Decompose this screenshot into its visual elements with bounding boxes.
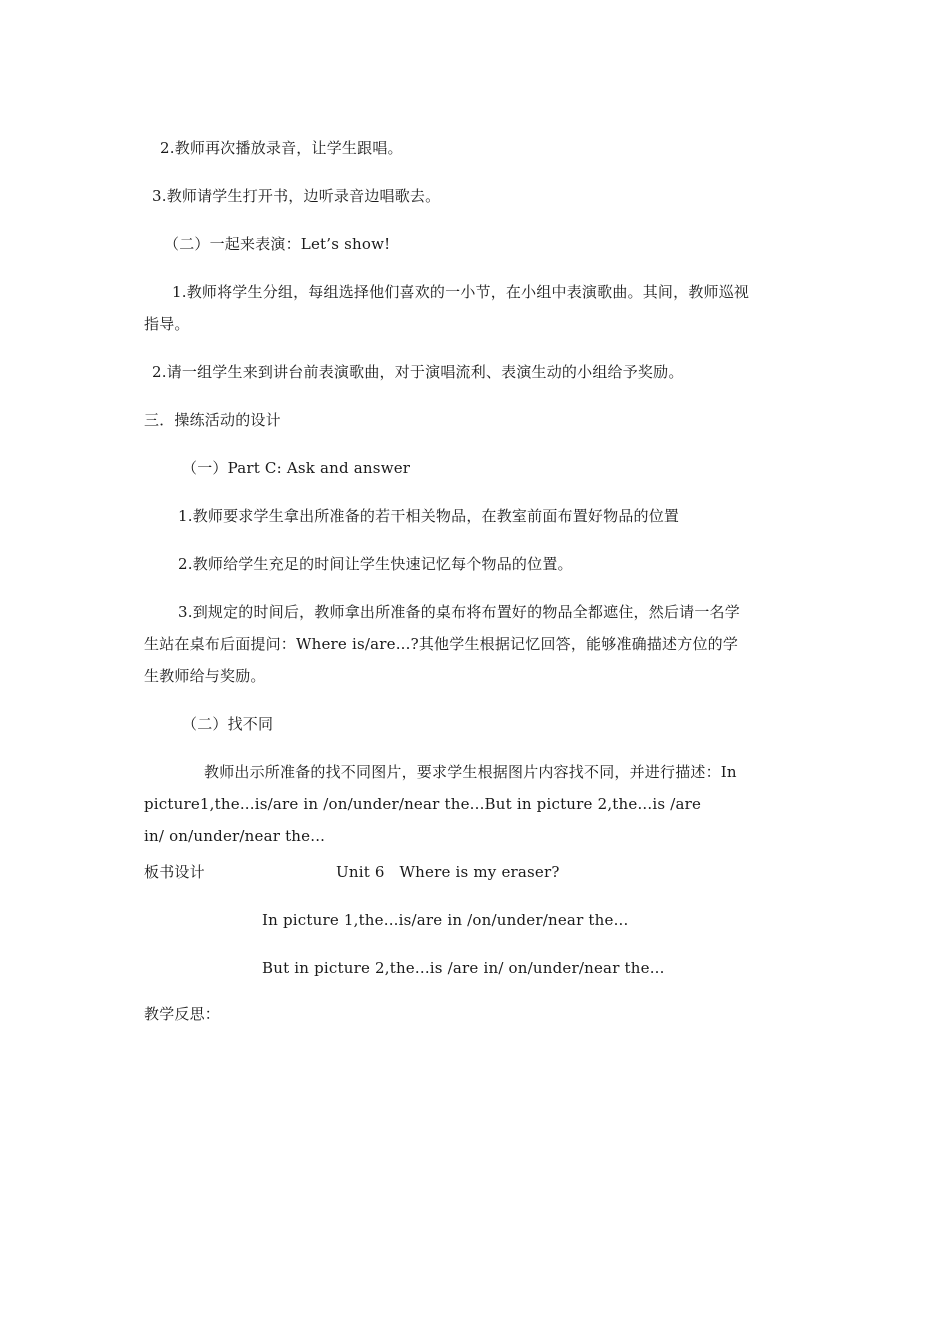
- step-cover-and-ask-line-1: 3.到规定的时间后，教师拿出所准备的桌布将布置好的物品全都遮住，然后请一名学: [178, 603, 740, 621]
- step-group-performance: [144, 276, 749, 340]
- spot-difference-line-1: 教师出示所准备的找不同图片，要求学生根据图片内容找不同，并进行描述：In: [204, 763, 737, 781]
- board-design-line-1: In picture 1,the...is/are in /on/under/near the...: [262, 911, 629, 929]
- step-stage-performance: 2.请一组学生来到讲台前表演歌曲，对于演唱流利、表演生动的小组给予奖励。: [152, 363, 684, 381]
- step-group-performance-line-2: 指导。: [144, 315, 190, 333]
- step-arrange-items: 1.教师要求学生拿出所准备的若干相关物品，在教室前面布置好物品的位置: [178, 507, 680, 525]
- section-practice-heading: 三．操练活动的设计: [144, 411, 281, 429]
- step-cover-and-ask: [144, 596, 740, 692]
- section-lets-show-heading: （二）一起来表演：Let’s show!: [164, 235, 391, 253]
- step-group-performance-line-1: 1.教师将学生分组，每组选择他们喜欢的一小节，在小组中表演歌曲。其间，教师巡视: [172, 283, 750, 301]
- spot-difference-line-2: picture1,the...is/are in /on/under/near the...But in picture 2,the...is /are: [144, 795, 702, 813]
- spot-difference-line-3: in/ on/under/near the...: [144, 827, 326, 845]
- teaching-reflection-label: 教学反思：: [144, 1005, 221, 1023]
- step-open-books: 3.教师请学生打开书，边听录音边唱歌去。: [152, 187, 441, 205]
- subsection-ask-answer-heading: （一）Part C: Ask and answer: [182, 459, 411, 477]
- step-cover-and-ask-line-2: 生站在桌布后面提问：Where is/are...?其他学生根据记忆回答，能够准确描述方位的学: [144, 635, 739, 653]
- board-design-label: 板书设计: [144, 863, 205, 881]
- step-replay-recording: 2.教师再次播放录音，让学生跟唱。: [160, 139, 403, 157]
- subsection-spot-difference-heading: （二）找不同: [182, 715, 274, 733]
- step-memorize-positions: 2.教师给学生充足的时间让学生快速记忆每个物品的位置。: [178, 555, 573, 573]
- board-design-line-2: But in picture 2,the...is /are in/ on/under/near the...: [262, 959, 665, 977]
- board-design-title: Unit 6 Where is my eraser?: [336, 863, 560, 881]
- spot-difference-description: [144, 756, 737, 852]
- step-cover-and-ask-line-3: 生教师给与奖励。: [144, 667, 266, 685]
